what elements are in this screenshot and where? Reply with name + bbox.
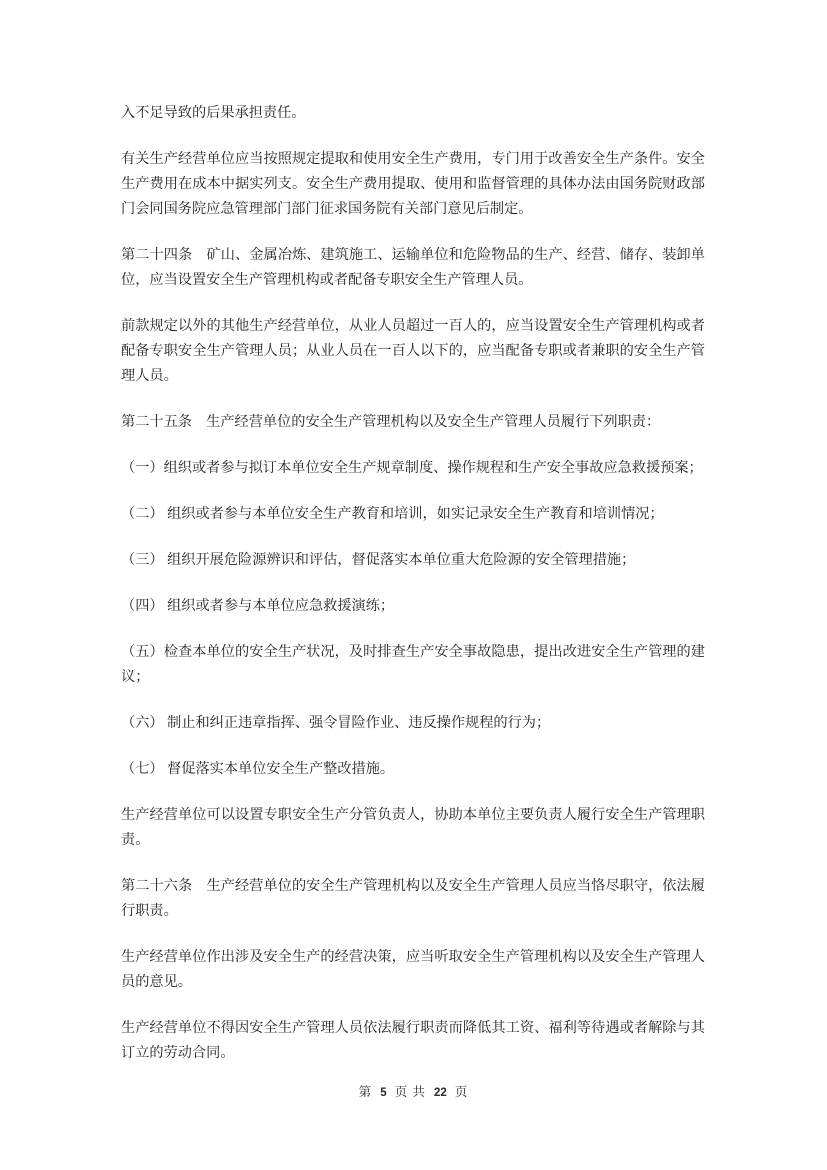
document-paragraph: 有关生产经营单位应当按照规定提取和使用安全生产费用，专门用于改善安全生产条件。安全生产费用在成本中据实列支。安全生产费用提取、使用和监督管理的具体办法由国务院财政部门会同国务院应急管理部门部门征求国务院有关部门意见后制定。: [121, 151, 705, 217]
document-paragraph-item-7: （七） 督促落实本单位安全生产整改措施。: [121, 761, 395, 777]
document-paragraph: 入不足导致的后果承担责任。: [121, 105, 306, 121]
footer-label-suffix: 页: [454, 1085, 469, 1099]
document-body: [121, 101, 705, 1087]
document-paragraph-item-5: （五）检查本单位的安全生产状况，及时排查生产安全事故隐患，提出改进安全生产管理的建议；: [121, 644, 705, 685]
document-paragraph-item-1: （一）组织或者参与拟订本单位安全生产规章制度、操作规程和生产安全事故应急救援预案；: [121, 460, 703, 476]
document-paragraph-item-6: （六） 制止和纠正违章指挥、强令冒险作业、违反操作规程的行为；: [121, 715, 551, 731]
document-paragraph: 前款规定以外的其他生产经营单位，从业人员超过一百人的，应当设置安全生产管理机构或者配备专职安全生产管理人员；从业人员在一百人以下的，应当配备专职或者兼职的安全生产管理人员。: [121, 318, 705, 384]
document-paragraph: 生产经营单位不得因安全生产管理人员依法履行职责而降低其工资、福利等待遇或者解除与其订立的劳动合同。: [121, 1020, 705, 1061]
page-footer: [0, 1082, 827, 1103]
footer-label-prefix: 第: [358, 1085, 373, 1099]
document-paragraph: 生产经营单位作出涉及安全生产的经营决策，应当听取安全生产管理机构以及安全生产管理人员的意见。: [121, 949, 705, 990]
document-paragraph-item-3: （三） 组织开展危险源辨识和评估，督促落实本单位重大危险源的安全管理措施；: [121, 552, 636, 568]
footer-total-pages: 22: [434, 1087, 447, 1099]
document-paragraph-article-25: 第二十五条 生产经营单位的安全生产管理机构以及安全生产管理人员履行下列职责：: [121, 414, 661, 430]
document-paragraph-article-26: 第二十六条 生产经营单位的安全生产管理机构以及安全生产管理人员应当恪尽职守，依法履行职责。: [121, 878, 705, 919]
document-paragraph-article-24: 第二十四条 矿山、金属冶炼、建筑施工、运输单位和危险物品的生产、经营、储存、装卸单位，应当设置安全生产管理机构或者配备专职安全生产管理人员。: [121, 247, 705, 288]
footer-label-middle: 页 共: [394, 1085, 426, 1099]
document-paragraph-item-4: （四） 组织或者参与本单位应急救援演练；: [121, 598, 395, 614]
footer-current-page: 5: [380, 1087, 387, 1099]
document-paragraph-item-2: （二） 组织或者参与本单位安全生产教育和培训，如实记录安全生产教育和培训情况；: [121, 506, 664, 522]
document-paragraph: 生产经营单位可以设置专职安全生产分管负责人，协助本单位主要负责人履行安全生产管理职责。: [121, 807, 705, 848]
